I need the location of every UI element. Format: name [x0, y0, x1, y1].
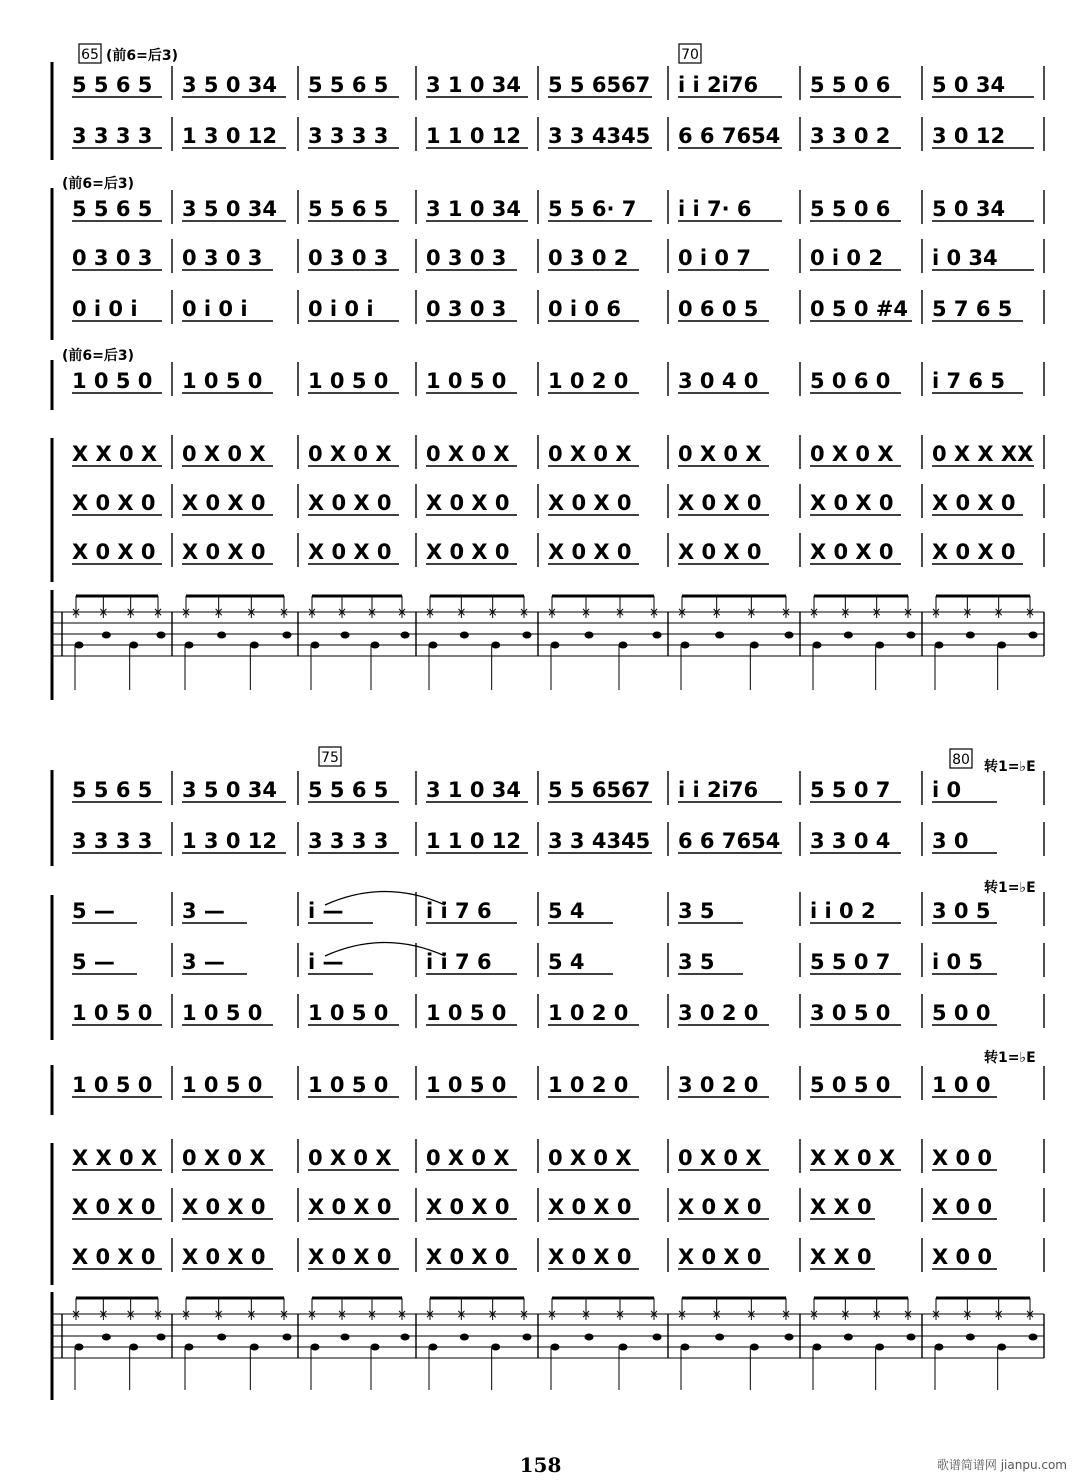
drum-notehead-icon — [401, 1334, 410, 1341]
hihat-note-icon: × — [809, 605, 820, 619]
measure-notes: 5 — — [72, 950, 115, 974]
measure-notes: 0 X 0 X — [308, 442, 392, 466]
measure-notes: X X 0 X — [72, 1146, 158, 1170]
drum-notehead-icon — [750, 1344, 759, 1351]
measure-notes: 3 5 0 34 — [182, 197, 277, 221]
hihat-note-icon: × — [993, 605, 1004, 619]
measure-notes: 5 5 6 5 — [308, 197, 389, 221]
measure-notes: i — — [308, 950, 344, 974]
measure-notes: 0 i 0 2 — [810, 246, 883, 270]
measure-notes: i 0 — [932, 778, 962, 802]
measure-notes: 0 X 0 X — [678, 442, 762, 466]
measure-notes: i i 7· 6 — [678, 197, 752, 221]
hihat-note-icon: × — [746, 1307, 757, 1321]
measure-notes: 3 3 4345 — [548, 829, 651, 853]
drum-notehead-icon — [585, 1334, 594, 1341]
measure-notes: 5 5 0 7 — [810, 950, 891, 974]
measure-notes: 0 i 0 i — [182, 297, 248, 321]
drum-notehead-icon — [371, 642, 380, 649]
hihat-note-icon: × — [98, 1307, 109, 1321]
measure-notes: X X 0 — [810, 1245, 872, 1269]
drum-notehead-icon — [371, 1344, 380, 1351]
rehearsal-mark-65-text: 65 — [81, 47, 99, 63]
measure-notes: X 0 X 0 — [426, 540, 510, 564]
hihat-note-icon: × — [425, 605, 436, 619]
measure-notes: X 0 0 — [932, 1195, 993, 1219]
measure-notes: 5 — — [72, 899, 115, 923]
hihat-note-icon: × — [125, 1307, 136, 1321]
hihat-note-icon: × — [711, 605, 722, 619]
hihat-note-icon: × — [307, 1307, 318, 1321]
drum-notehead-icon — [429, 1344, 438, 1351]
score-layer — [52, 62, 1044, 1400]
hihat-note-icon: × — [903, 1307, 914, 1321]
hihat-note-icon: × — [487, 605, 498, 619]
drum-notehead-icon — [311, 1344, 320, 1351]
hihat-note-icon: × — [581, 1307, 592, 1321]
measure-notes: 1 0 5 0 — [182, 1001, 263, 1025]
measure-notes: X 0 X 0 — [678, 1195, 762, 1219]
drum-notehead-icon — [619, 642, 628, 649]
measure-notes: X 0 X 0 — [678, 1245, 762, 1269]
drum-notehead-icon — [523, 1334, 532, 1341]
measure-notes: 5 5 0 7 — [810, 778, 891, 802]
measure-notes: X X 0 — [810, 1195, 872, 1219]
drum-notehead-icon — [844, 1334, 853, 1341]
hihat-note-icon: × — [487, 1307, 498, 1321]
measure-notes: 1 0 5 0 — [182, 1073, 263, 1097]
hihat-note-icon: × — [307, 605, 318, 619]
hihat-note-icon: × — [181, 1307, 192, 1321]
measure-notes: X 0 X 0 — [72, 491, 156, 515]
hihat-note-icon: × — [1025, 1307, 1036, 1321]
hihat-note-icon: × — [181, 605, 192, 619]
measure-notes: 3 5 — [678, 899, 715, 923]
drum-notehead-icon — [129, 1344, 138, 1351]
measure-notes: 1 0 5 0 — [426, 369, 507, 393]
tempo-note-3: (前6=后3) — [62, 348, 135, 364]
drum-notehead-icon — [875, 642, 884, 649]
drum-notehead-icon — [460, 1334, 469, 1341]
drum-notehead-icon — [551, 1344, 560, 1351]
drum-notehead-icon — [341, 1334, 350, 1341]
measure-notes: 1 0 2 0 — [548, 1001, 629, 1025]
drum-notehead-icon — [966, 1334, 975, 1341]
hihat-note-icon: × — [367, 1307, 378, 1321]
hihat-note-icon: × — [125, 605, 136, 619]
drum-notehead-icon — [551, 642, 560, 649]
measure-notes: 1 0 5 0 — [72, 1073, 153, 1097]
measure-notes: X 0 X 0 — [548, 1245, 632, 1269]
hihat-note-icon: × — [246, 1307, 257, 1321]
hihat-note-icon: × — [367, 605, 378, 619]
measure-notes: X 0 0 — [932, 1146, 993, 1170]
drum-notehead-icon — [185, 1344, 194, 1351]
drum-notehead-icon — [813, 1344, 822, 1351]
measure-notes: 1 0 2 0 — [548, 1073, 629, 1097]
drum-notehead-icon — [341, 632, 350, 639]
hihat-note-icon: × — [279, 605, 290, 619]
hihat-note-icon: × — [397, 605, 408, 619]
drum-notehead-icon — [491, 1344, 500, 1351]
hihat-note-icon: × — [677, 1307, 688, 1321]
drum-notehead-icon — [75, 642, 84, 649]
measure-notes: 0 3 0 3 — [182, 246, 263, 270]
drum-notehead-icon — [311, 642, 320, 649]
measure-notes: X 0 X 0 — [308, 1245, 392, 1269]
hihat-note-icon: × — [615, 605, 626, 619]
measure-notes: 1 0 5 0 — [308, 1001, 389, 1025]
hihat-note-icon: × — [931, 605, 942, 619]
measure-notes: 5 5 0 6 — [810, 197, 891, 221]
measure-notes: X 0 X 0 — [72, 1245, 156, 1269]
measure-notes: 3 1 0 34 — [426, 73, 521, 97]
drum-notehead-icon — [935, 1344, 944, 1351]
measure-notes: X 0 X 0 — [426, 1195, 510, 1219]
drum-notehead-icon — [715, 1334, 724, 1341]
measure-notes: 1 0 5 0 — [72, 369, 153, 393]
watermark: 歌谱简谱网 jianpu.com — [936, 1458, 1067, 1472]
measure-notes: 3 0 — [932, 829, 969, 853]
measure-notes: 3 3 4345 — [548, 124, 651, 148]
drum-notehead-icon — [460, 632, 469, 639]
hihat-note-icon: × — [615, 1307, 626, 1321]
drum-notehead-icon — [157, 1334, 166, 1341]
hihat-note-icon: × — [153, 605, 164, 619]
measure-notes: 0 3 0 3 — [426, 297, 507, 321]
measure-notes: 3 0 2 0 — [678, 1001, 759, 1025]
measure-notes: X 0 X 0 — [182, 1195, 266, 1219]
drum-notehead-icon — [250, 642, 259, 649]
hihat-note-icon: × — [871, 1307, 882, 1321]
measure-notes: i i 2i76 — [678, 778, 759, 802]
hihat-note-icon: × — [1025, 605, 1036, 619]
drum-notehead-icon — [585, 632, 594, 639]
measure-notes: i i 0 2 — [810, 899, 876, 923]
drum-notehead-icon — [653, 632, 662, 639]
tempo-note-1: (前6=后3) — [106, 48, 179, 64]
drum-notehead-icon — [217, 632, 226, 639]
measure-notes: 3 0 4 0 — [678, 369, 759, 393]
measure-notes: 0 X 0 X — [426, 1146, 510, 1170]
measure-notes: 0 X 0 X — [810, 442, 894, 466]
measure-notes: X 0 X 0 — [932, 540, 1016, 564]
hihat-note-icon: × — [71, 605, 82, 619]
measure-notes: 5 0 5 0 — [810, 1073, 891, 1097]
hihat-note-icon: × — [153, 1307, 164, 1321]
measure-notes: i i 7 6 — [426, 950, 492, 974]
measure-notes: X 0 X 0 — [548, 1195, 632, 1219]
measure-notes: 6 6 7654 — [678, 829, 781, 853]
hihat-note-icon: × — [213, 1307, 224, 1321]
measure-notes: 0 X 0 X — [548, 1146, 632, 1170]
hihat-note-icon: × — [677, 605, 688, 619]
drum-notehead-icon — [653, 1334, 662, 1341]
drum-notehead-icon — [185, 642, 194, 649]
drum-notehead-icon — [157, 632, 166, 639]
measure-notes: 0 X 0 X — [308, 1146, 392, 1170]
measure-notes: i 0 34 — [932, 246, 998, 270]
hihat-note-icon: × — [840, 1307, 851, 1321]
measure-notes: 3 5 — [678, 950, 715, 974]
measure-notes: 1 0 2 0 — [548, 369, 629, 393]
drum-notehead-icon — [875, 1344, 884, 1351]
measure-notes: X 0 X 0 — [810, 491, 894, 515]
measure-notes: 5 0 6 0 — [810, 369, 891, 393]
drum-notehead-icon — [844, 632, 853, 639]
hihat-note-icon: × — [903, 605, 914, 619]
rehearsal-mark-80 — [950, 749, 972, 768]
measure-notes: 0 X X XX — [932, 442, 1034, 466]
drum-notehead-icon — [785, 632, 794, 639]
measure-notes: X 0 X 0 — [548, 491, 632, 515]
measure-notes: X 0 X 0 — [810, 540, 894, 564]
measure-notes: X X 0 X — [72, 442, 158, 466]
measure-notes: 6 6 7654 — [678, 124, 781, 148]
drum-notehead-icon — [401, 632, 410, 639]
measure-notes: 5 0 34 — [932, 73, 1006, 97]
measure-notes: 3 1 0 34 — [426, 197, 521, 221]
measure-notes: 0 X 0 X — [426, 442, 510, 466]
hihat-note-icon: × — [279, 1307, 290, 1321]
measure-notes: 5 7 6 5 — [932, 297, 1013, 321]
measure-notes: 3 3 3 3 — [308, 829, 389, 853]
drum-notehead-icon — [102, 1334, 111, 1341]
measure-notes: i — — [308, 899, 344, 923]
measure-notes: 1 0 0 — [932, 1073, 991, 1097]
hihat-note-icon: × — [425, 1307, 436, 1321]
measure-notes: X 0 X 0 — [678, 540, 762, 564]
measure-notes: 0 i 0 6 — [548, 297, 621, 321]
drum-notehead-icon — [129, 642, 138, 649]
measure-notes: 5 0 34 — [932, 197, 1006, 221]
measure-notes: 5 5 6567 — [548, 73, 651, 97]
measure-notes: 5 5 6567 — [548, 778, 651, 802]
hihat-note-icon: × — [519, 605, 530, 619]
measure-notes: 3 1 0 34 — [426, 778, 521, 802]
drum-notehead-icon — [681, 642, 690, 649]
measure-notes: 1 0 5 0 — [426, 1073, 507, 1097]
hihat-note-icon: × — [840, 605, 851, 619]
rehearsal-mark-80-text: 80 — [952, 752, 970, 768]
measure-notes: 1 1 0 12 — [426, 124, 521, 148]
drum-notehead-icon — [813, 642, 822, 649]
measure-notes: 5 5 6 5 — [308, 778, 389, 802]
measure-notes: X X 0 X — [810, 1146, 896, 1170]
drum-notehead-icon — [250, 1344, 259, 1351]
drum-notehead-icon — [935, 642, 944, 649]
hihat-note-icon: × — [456, 605, 467, 619]
measure-notes: i 0 5 — [932, 950, 984, 974]
measure-notes: 0 X 0 X — [678, 1146, 762, 1170]
measure-notes: 1 0 5 0 — [308, 369, 389, 393]
measure-notes: X 0 X 0 — [72, 1195, 156, 1219]
measure-notes: X 0 X 0 — [182, 491, 266, 515]
hihat-note-icon: × — [519, 1307, 530, 1321]
measure-notes: 3 5 0 34 — [182, 778, 277, 802]
measure-notes: i i 2i76 — [678, 73, 759, 97]
measure-notes: 5 5 6 5 — [72, 778, 153, 802]
rehearsal-mark-70 — [679, 44, 701, 63]
measure-notes: 0 3 0 3 — [72, 246, 153, 270]
rehearsal-mark-65 — [79, 44, 101, 63]
drum-notehead-icon — [785, 1334, 794, 1341]
measure-notes: 5 5 6· 7 — [548, 197, 637, 221]
drum-notehead-icon — [907, 632, 916, 639]
measure-notes: 5 4 — [548, 950, 585, 974]
key-change-3: 转1=♭E — [984, 1050, 1036, 1066]
page-number: 158 — [519, 1453, 562, 1477]
measure-notes: 3 3 3 3 — [308, 124, 389, 148]
hihat-note-icon: × — [213, 605, 224, 619]
drum-notehead-icon — [750, 642, 759, 649]
measure-notes: 3 — — [182, 899, 225, 923]
measure-notes: 5 0 0 — [932, 1001, 991, 1025]
measure-notes: 3 0 5 0 — [810, 1001, 891, 1025]
drum-notehead-icon — [102, 632, 111, 639]
hihat-note-icon: × — [547, 1307, 558, 1321]
hihat-note-icon: × — [962, 605, 973, 619]
measure-notes: X 0 X 0 — [426, 491, 510, 515]
drum-notehead-icon — [429, 642, 438, 649]
hihat-note-icon: × — [711, 1307, 722, 1321]
measure-notes: 3 3 3 3 — [72, 124, 153, 148]
measure-notes: 5 5 6 5 — [72, 73, 153, 97]
hihat-note-icon: × — [871, 605, 882, 619]
drum-notehead-icon — [681, 1344, 690, 1351]
measure-notes: 5 5 0 6 — [810, 73, 891, 97]
drum-notehead-icon — [491, 642, 500, 649]
measure-notes: 0 3 0 2 — [548, 246, 629, 270]
hihat-note-icon: × — [337, 1307, 348, 1321]
hihat-note-icon: × — [809, 1307, 820, 1321]
hihat-note-icon: × — [337, 605, 348, 619]
measure-notes: 1 3 0 12 — [182, 124, 277, 148]
measure-notes: 3 3 0 2 — [810, 124, 891, 148]
measure-notes: X 0 X 0 — [678, 491, 762, 515]
drum-notehead-icon — [997, 642, 1006, 649]
hihat-note-icon: × — [456, 1307, 467, 1321]
hihat-note-icon: × — [71, 1307, 82, 1321]
measure-notes: 0 X 0 X — [548, 442, 632, 466]
hihat-note-icon: × — [547, 605, 558, 619]
measure-notes: X 0 X 0 — [308, 540, 392, 564]
drum-notehead-icon — [966, 632, 975, 639]
measure-notes: X 0 0 — [932, 1245, 993, 1269]
hihat-note-icon: × — [397, 1307, 408, 1321]
tempo-note-2: (前6=后3) — [62, 176, 135, 192]
drum-notehead-icon — [1029, 1334, 1038, 1341]
drum-notehead-icon — [217, 1334, 226, 1341]
drum-notehead-icon — [1029, 632, 1038, 639]
rehearsal-mark-75-text: 75 — [321, 750, 339, 766]
measure-notes: 0 5 0 #4 — [810, 297, 908, 321]
measure-notes: X 0 X 0 — [932, 491, 1016, 515]
measure-notes: 0 X 0 X — [182, 442, 266, 466]
measure-notes: 0 3 0 3 — [426, 246, 507, 270]
measure-notes: 5 5 6 5 — [72, 197, 153, 221]
hihat-note-icon: × — [649, 605, 660, 619]
hihat-note-icon: × — [781, 605, 792, 619]
hihat-note-icon: × — [746, 605, 757, 619]
measure-notes: 0 6 0 5 — [678, 297, 759, 321]
hihat-note-icon: × — [931, 1307, 942, 1321]
measure-notes: X 0 X 0 — [182, 540, 266, 564]
measure-notes: 3 3 3 3 — [72, 829, 153, 853]
key-change-2: 转1=♭E — [984, 880, 1036, 896]
drum-notehead-icon — [283, 632, 292, 639]
measure-notes: i 7 6 5 — [932, 369, 1005, 393]
drum-notehead-icon — [283, 1334, 292, 1341]
hihat-note-icon: × — [962, 1307, 973, 1321]
measure-notes: X 0 X 0 — [308, 1195, 392, 1219]
hihat-note-icon: × — [246, 605, 257, 619]
measure-notes: 3 — — [182, 950, 225, 974]
hihat-note-icon: × — [649, 1307, 660, 1321]
measure-notes: 3 5 0 34 — [182, 73, 277, 97]
measure-notes: X 0 X 0 — [72, 540, 156, 564]
hihat-note-icon: × — [781, 1307, 792, 1321]
hihat-note-icon: × — [98, 605, 109, 619]
drum-notehead-icon — [997, 1344, 1006, 1351]
rehearsal-mark-70-text: 70 — [681, 47, 699, 63]
drum-notehead-icon — [907, 1334, 916, 1341]
key-change-1: 转1=♭E — [984, 759, 1036, 775]
measure-notes: 0 X 0 X — [182, 1146, 266, 1170]
measure-notes: 0 i 0 i — [72, 297, 138, 321]
rehearsal-mark-75 — [319, 747, 341, 766]
measure-notes: 1 1 0 12 — [426, 829, 521, 853]
measure-notes: 1 3 0 12 — [182, 829, 277, 853]
measure-notes: X 0 X 0 — [426, 1245, 510, 1269]
measure-notes: 1 0 5 0 — [182, 369, 263, 393]
hihat-note-icon: × — [993, 1307, 1004, 1321]
measure-notes: 3 3 0 4 — [810, 829, 891, 853]
measure-notes: 1 0 5 0 — [72, 1001, 153, 1025]
measure-notes: 5 4 — [548, 899, 585, 923]
measure-notes: 3 0 5 — [932, 899, 991, 923]
measure-notes: 0 3 0 3 — [308, 246, 389, 270]
drum-notehead-icon — [715, 632, 724, 639]
measure-notes: 5 5 6 5 — [308, 73, 389, 97]
measure-notes: 1 0 5 0 — [308, 1073, 389, 1097]
measure-notes: 0 i 0 i — [308, 297, 374, 321]
measure-notes: 3 0 2 0 — [678, 1073, 759, 1097]
measure-notes: i i 7 6 — [426, 899, 492, 923]
measure-notes: 0 i 0 7 — [678, 246, 751, 270]
measure-notes: X 0 X 0 — [182, 1245, 266, 1269]
measure-notes: 3 0 12 — [932, 124, 1006, 148]
drum-notehead-icon — [523, 632, 532, 639]
measure-notes: X 0 X 0 — [308, 491, 392, 515]
hihat-note-icon: × — [581, 605, 592, 619]
drum-notehead-icon — [619, 1344, 628, 1351]
measure-notes: X 0 X 0 — [548, 540, 632, 564]
measure-notes: 1 0 5 0 — [426, 1001, 507, 1025]
drum-notehead-icon — [75, 1344, 84, 1351]
